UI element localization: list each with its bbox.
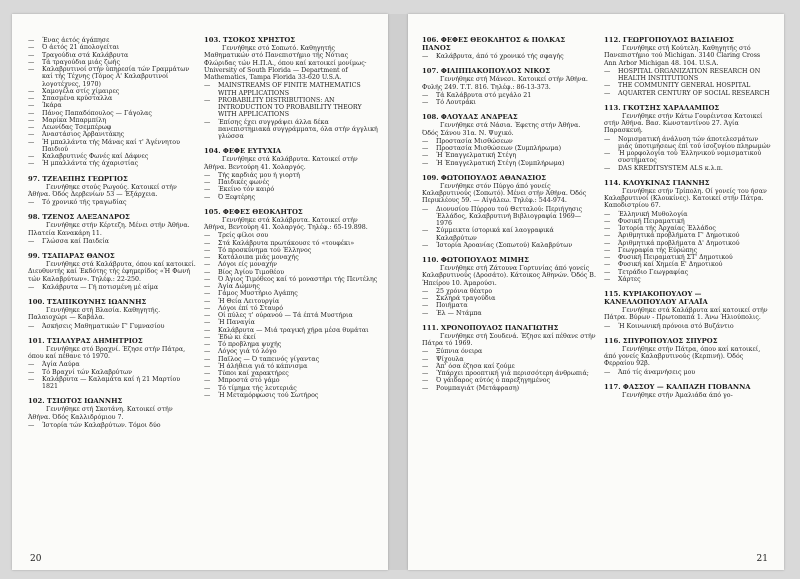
author-heading: 103. ΤΣΟΚΟΣ ΧΡΗΣΤΟΣ — [204, 36, 296, 44]
work-title: — Προστασία Μισθώσεων (Συμπλήρωμα) — [422, 145, 596, 152]
work-title: — Άναστάσιος Άρβανιτάκης — [28, 131, 196, 138]
author-heading: 104. ΦΕΦΕ ΕΥΤΥΧΙΑ — [204, 147, 282, 156]
work-title: — Λόγοι είς μοναχήν — [204, 261, 378, 268]
work-title: — Χάρτες — [604, 276, 774, 283]
work-title: — Τραγούδια στά Καλάβρυτα — [28, 52, 196, 59]
work-title: — Ή Παναγία — [204, 319, 378, 326]
work-title: — Διονυσίου Πύρρου τού Θετταλού: Περιήγησις Έλλάδος, Καλαβρυτινή Βιβλιογραφία 1969—1976 — [422, 206, 596, 228]
work-title: — Τύποι καί χαρακτήρες — [204, 370, 378, 377]
work-title: — Ό γάιδαρος αύτός ό παρεξηγημένος — [422, 377, 596, 384]
work-title: — Φυσική καί Χημεία Ε' Δημοτικού — [604, 261, 774, 268]
work-title: — Σκληρά τραγούδια — [422, 295, 596, 302]
works-list — [422, 138, 596, 167]
book-gutter — [388, 14, 408, 570]
bibliography-entry — [604, 337, 774, 376]
work-title: — Κατάλοιπα μιάς μοναχής — [204, 254, 378, 261]
bibliography-entry — [422, 67, 596, 106]
bibliography-entry — [28, 252, 196, 291]
author-bio: Γεννήθηκε στούς Ρωγούς. Κατοικεί στήν Άθήνα. Όδός Δερβενίων 53 — Έξάρχεια. — [28, 183, 177, 198]
works-list — [28, 199, 196, 206]
work-title: — Ό Ξεφτέρης — [204, 194, 378, 201]
work-title: — Τά τραγούδια μιάς ζωής — [28, 59, 196, 66]
works-list — [28, 361, 196, 390]
bibliography-entry — [28, 397, 196, 429]
left-page — [12, 14, 388, 570]
work-title: — Καλαβρυτινές Φωνές καί Δάφνες — [28, 153, 196, 160]
author-bio: Γεννήθηκε στήν Άμαλιάδα άπό γο- — [622, 391, 733, 399]
works-list — [422, 92, 596, 107]
work-title: — Ίστορία τών Καλαβρύτων. Τόμοι δύο — [28, 422, 196, 429]
author-heading: 108. ΦΛΟΥΔΑΣ ΑΝΔΡΕΑΣ — [422, 113, 518, 122]
works-list — [604, 136, 774, 172]
author-heading: 107. ΦΙΛΙΠΠΑΚΟΠΟΥΛΟΣ ΝΙΚΟΣ — [422, 67, 550, 76]
author-bio: Γεννήθηκε στά Νάσια. Έφετης στήν Άθήνα. Όδός Σάνου 31α. Ν. Ψυχικό. — [422, 122, 581, 137]
work-title: — Φυσική Πειραματική ΣΤ' Δημοτικού — [604, 254, 774, 261]
works-list — [204, 172, 378, 201]
bibliography-entry — [422, 324, 596, 392]
work-title: — Έλ — Ντάμπα — [422, 310, 596, 317]
work-title: — Ή Κοινωνική πρόνοια στό Βυζάντιο — [604, 323, 774, 330]
work-title: — Ψίχουλα — [422, 356, 596, 363]
work-title: — Πάνος Παπαδόπουλος — Γάγολας — [28, 110, 196, 117]
work-title: — Παιδικές φωνές — [204, 179, 378, 186]
work-title: — DAS KREDITSYSTEM ALS κ.λ.π. — [604, 165, 774, 172]
author-heading: 98. ΤΖΕΝΟΣ ΑΛΕΞΑΝΔΡΟΣ — [28, 213, 130, 222]
work-title: — MAINSTREAMS OF FINITE MATHEMATICS WITH APPLICATIONS — [204, 82, 378, 97]
work-title: — Σπασμένα κρύσταλλα — [28, 95, 196, 102]
work-title: — Τά Καλάβρυτα στό μεγάλο 21 — [422, 92, 596, 99]
work-title: — Ή άλήθεια γιά τό κάπνισμα — [204, 363, 378, 370]
works-list — [604, 211, 774, 284]
bibliography-entry — [604, 179, 774, 283]
work-title: — Ή Θεία Λειτουργία — [204, 298, 378, 305]
work-title: — Νομισματική άνάλυση τών άποτελεσμάτων μιάς ύποτιμήσεως έπί τού ίσοζυγίου πληρωμών — [604, 136, 774, 151]
works-list — [604, 369, 774, 376]
author-bio: Γεννήθηκε στά Καλάβρυτα. Κατοικεί στήν Άθήνα. Βεντούρη 41. Χολαργός. — [204, 156, 358, 171]
work-title: — Καλάβρυτα — Καλαμάτα καί ή 21 Μαρτίου 1821 — [28, 376, 196, 391]
author-heading: 101. ΤΣΙΛΛΥΡΑΣ ΔΗΜΗΤΡΙΟΣ — [28, 336, 143, 345]
work-title: — AQUARTER CENTURY OF SOCIAL RESEARCH — [604, 90, 774, 97]
bibliography-entry — [604, 36, 774, 97]
work-title: — Άπό τίς άναμνήσεις μου — [604, 369, 774, 376]
work-title: — Τό τίμημα τής λευτεριάς — [204, 385, 378, 392]
author-heading: 99. ΤΣΑΠΑΡΑΣ ΘΑΝΟΣ — [28, 252, 115, 260]
author-heading: 109. ΦΩΤΟΠΟΥΛΟΣ ΑΘΑΝΑΣΙΟΣ — [422, 173, 547, 182]
work-title: — Λόγοι έπί τό Σταυρό — [204, 305, 378, 312]
author-bio: Γεννήθηκε στή Σουδενά. Έζησε καί πέθανε στήν Πάτρα τό 1969. — [422, 332, 596, 347]
work-title: — Καλάβρυτα — Γή ποτισμένη μέ αίμα — [28, 284, 196, 291]
work-title: — Ή μορφολογία τού Έλληνικού νομισματικού συστήματος — [604, 150, 774, 165]
bibliography-entry — [422, 36, 596, 60]
work-title: — Τής καρδιάς μου ή γιορτή — [204, 172, 378, 179]
page-number-right: 21 — [756, 554, 768, 564]
work-title: — Τό προσκύνημα τού Έλληνος — [204, 247, 378, 254]
work-title: — Ένας άετός άγάπησε — [28, 37, 196, 44]
author-bio: Γεννήθηκε στά Καλάβρυτα, όπου καί κατοικεί. Διευθυντής καί Έκδότης τής έφημερίδος «Ή Φωνή τών Καλαβρύτων». Τηλέφ.: 22-250. — [28, 261, 196, 283]
work-title: — Γάμος Μυστήριο Άγάπης — [204, 290, 378, 297]
bibliography-entry — [604, 290, 774, 330]
right-column-2 — [604, 36, 774, 406]
author-heading: 100. ΤΣΑΠΙΚΟΥΝΗΣ ΙΩΑΝΝΗΣ — [28, 298, 147, 306]
author-bio: Γεννήθηκε στή Μάνεσι. Κατοικεί στήν Άθήνα. Φυλής 249. Τ.Τ. 816. Τηλέφ.: 86-13-373. — [422, 76, 588, 91]
author-bio: Γεννήθηκε στό Σοπωτό. Καθηγητής Μαθηματικών στό Πανεπιστήμιο τής Νότιας Φλώριδας τών Η.Π.Α., όπου καί κατοικεί μονίμως· University of South Florida — Department of Mathematics, Tampa Florida 33-620 U.S.A. — [204, 45, 367, 81]
author-heading: 111. ΧΡΟΝΟΠΟΥΛΟΣ ΠΑΝΑΓΙΩΤΗΣ — [422, 323, 559, 332]
work-title: — Γεωγραφία τής Εύρώπης — [604, 247, 774, 254]
work-title: — PROBABILITY DISTRIBUTIONS: AN INTRODUCTION TO PROBABILITY THEORY WITH APPLICATIONS — [204, 97, 378, 119]
work-title: — Στά Καλάβρυτα πρωτάκουσε τό «τουφέκι» — [204, 240, 378, 247]
work-title: — Καλάβρυτα — Μιά τραγική χήρα μέσα θυμάται — [204, 327, 378, 334]
works-list — [604, 68, 774, 97]
author-bio: Γεννήθηκε στή Κούτελη. Καθηγητής στό Πανεπιστήμιο τού Michigan. 3140 Claring Cross Ann Arbor Michigan 48. 104. U.S.A. — [604, 45, 761, 67]
work-title: — Άσκήσεις Μαθηματικών Γ' Γυμνασίου — [28, 323, 196, 330]
work-title: — Άγία Λαύρα — [28, 361, 196, 368]
bibliography-entry — [604, 383, 774, 399]
work-title: — 25 χρόνια θέατρο — [422, 288, 596, 295]
work-title: — Τετράδιο Γεωγραφίας — [604, 269, 774, 276]
bibliography-entry — [28, 337, 196, 391]
work-title: — Έκείνο τόν καιρό — [204, 186, 378, 193]
work-title: — Ίστορία τής Άρχαίας Έλλάδος — [604, 225, 774, 232]
author-heading: 106. ΦΕΦΕΣ ΘΕΟΚΛΗΤΟΣ & ΠΟΛΚΑΣ ΠΑΝΟΣ — [422, 36, 566, 52]
author-bio: Γεννήθηκε στήν Κάτω Γουρέιντσα Κατοικεί στήν Άθήνα. Βασ. Κωνσταντίνου 27. Άγία Παρασκευή. — [604, 112, 763, 135]
work-title: — Ύπάρχει προοπτική γιά περισσότερη άνθρωπιά; — [422, 370, 596, 377]
work-title: — Γλώσσα καί Παιδεία — [28, 238, 196, 245]
work-title: — HOSPITAL ORGANIZATION RESEARCH ON HEALTH INSTITUTIONS — [604, 68, 774, 83]
work-title: — Χαμογέλα στίς χίμαιρες — [28, 88, 196, 95]
work-title: — Έλληνική Μυθολογία — [604, 211, 774, 218]
page-number-left: 20 — [30, 554, 42, 564]
work-title: — Ξύπνια όνειρα — [422, 348, 596, 355]
work-title: — Άριθμητικά προβλήματα Δ' Δημοτικού — [604, 240, 774, 247]
work-title: — Ή μπαλλάντα τής άχαριστίας — [28, 160, 196, 167]
work-title: — Τό προβλημα ψυχής — [204, 341, 378, 348]
author-bio: Γεννήθηκε στή Βλασία. Καθηγητής. Παλαιοχώρι — Καβάλα. — [28, 307, 161, 322]
work-title: — Μπροστά στό γάμο — [204, 377, 378, 384]
author-bio: Γεννήθηκε στή Σκοτάνη. Κατοικεί στήν Άθήνα. Όδός Καλλιδρόμιου 7. — [28, 406, 173, 421]
author-bio: Γεννήθηκε στήν Κέρτεζη. Μένει στήν Άθήνα. Πλατεία Κανακάρη 11. — [28, 222, 190, 237]
work-title: — Τό χρονικό τής τραγωδίας — [28, 199, 196, 206]
left-column-2 — [204, 36, 378, 406]
work-title: — Ή μπαλλάντα τής Μάνας καί τ' Άγέννητου Παιδιού — [28, 139, 196, 154]
bibliography-entry — [28, 37, 196, 168]
works-list — [28, 238, 196, 245]
work-title: — THE COMMUNITY GENERAL HOSPITAL — [604, 82, 774, 89]
work-title: — Ίκάρα — [28, 102, 196, 109]
bibliography-entry — [204, 208, 378, 399]
works-list — [28, 284, 196, 291]
author-heading: 116. ΣΠΥΡΟΠΟΥΛΟΣ ΣΠΥΡΟΣ — [604, 336, 718, 345]
works-list — [28, 323, 196, 330]
work-title: — Ή Έπαγγελματική Στέγη (Συμπλήρωμα) — [422, 160, 596, 167]
works-list — [422, 288, 596, 317]
works-list — [422, 53, 596, 60]
bibliography-entry — [422, 174, 596, 249]
work-title: — Παϊλος — Ό ταπεινός γίγαντας — [204, 356, 378, 363]
work-title: — Άριθμητικά προβλήματα Γ' Δημοτικού — [604, 232, 774, 239]
works-list — [28, 37, 196, 168]
author-heading: 97. ΤΖΕΛΕΠΗΣ ΓΕΩΡΓΙΟΣ — [28, 174, 128, 183]
work-title: — Καλαβρυτινοί στήν ύπηρεσία τών Γραμμάτων καί τής Τέχνης (Τόμος Α' Καλαβρυτινοί λογοτέχνες, 1970) — [28, 66, 196, 88]
works-list — [204, 232, 378, 399]
work-title: — Τό Βραχνί τών Καλαβρύτων — [28, 369, 196, 376]
right-page — [408, 14, 784, 570]
work-title: — Ό άετός 21 άπολογείται — [28, 44, 196, 51]
author-heading: 105. ΦΕΦΕΣ ΘΕΟΚΛΗΤΟΣ — [204, 207, 303, 216]
right-column-1 — [422, 36, 596, 399]
work-title: — Έπίσης έχει συγγράψει άλλα δέκα πανεπιστημιακά συγγράμματα, όλα στήν άγγλική γλώσσα — [204, 119, 378, 141]
bibliography-entry — [422, 256, 596, 317]
author-heading: 113. ΓΚΟΤΣΗΣ ΧΑΡΑΛΑΜΠΟΣ — [604, 103, 720, 112]
work-title: — Ό Άγιος Τιμόθεος καί τό μοναστήρι τής Πεντέλης — [204, 276, 378, 283]
work-title: — Ή Έπαγγελματική Στέγη — [422, 152, 596, 159]
work-title: — Ίστορία Άροανίας (Σοπωτού) Καλαβρύτων — [422, 242, 596, 249]
bibliography-entry — [204, 147, 378, 201]
work-title: — Προστασία Μισθώσεων — [422, 138, 596, 145]
bibliography-entry — [28, 298, 196, 330]
author-bio: Γεννήθηκε στή Ζάτουνα Γορτυνίας άπό γονείς Καλαβρυτινούς (Δροσάτο). Κάτοικος Άθηνών. Όδός Β. Ήπείρου 10. Άμαρούσι. — [422, 265, 596, 287]
work-title: — Μαρίκα Μπαρμπίλη — [28, 117, 196, 124]
work-title: — Βίος Άγίου Τιμοθέου — [204, 269, 378, 276]
works-list — [28, 422, 196, 429]
bibliography-entry — [204, 36, 378, 140]
works-list — [204, 82, 378, 140]
bibliography-entry — [604, 104, 774, 172]
author-heading: 115. ΚΥΡΙΑΚΟΠΟΥΛΟΥ — ΚΑΝΕΛΛΟΠΟΥΛΟΥ ΑΓΛΑΪΑ — [604, 290, 708, 306]
author-heading: 102. ΤΣΙΩΤΟΣ ΙΩΑΝΝΗΣ — [28, 397, 123, 406]
works-list — [422, 206, 596, 250]
work-title: — Οί πύλες τ' ούρανού — Τά έπτά Μυστήρια — [204, 312, 378, 319]
bibliography-entry — [28, 213, 196, 245]
author-bio: Γεννήθηκε στόν Πύργο άπό γονείς Καλαβρυτινούς (Σοπωτό). Μένει στήν Άθήνα. Όδός Περικλέους 59. — Αίγάλεω. Τηλέφ.: 544-974. — [422, 182, 587, 205]
work-title: — Καλάβρυτα, άπό τό χρονικό τής σφαγής — [422, 53, 596, 60]
work-title: — Τό Λουτράκι — [422, 99, 596, 106]
work-title: — Ποιήματα — [422, 302, 596, 309]
author-bio: Γεννήθηκε στήν Πάτρα, όπου καί κατοικεί, άπό γονείς Καλαβρυτινούς (Κερπινή). Όδός Φερραίου 92β. — [604, 345, 761, 368]
author-heading: 117. ΦΑΣΣΟΥ — ΚΑΛΠΑΖΗ ΓΙΟΒΑΝΝΑ — [604, 382, 751, 391]
work-title: — Ή Μεταμόρφωσις τού Σωτήρος — [204, 392, 378, 399]
author-heading: 112. ΓΕΩΡΓΟΠΟΥΛΟΣ ΒΑΣΙΛΕΙΟΣ — [604, 36, 734, 44]
work-title: — Σύμμεικτα ίστορικά καί λαογραφικά Καλαβρύτων — [422, 227, 596, 242]
work-title: — Ρουμπαγιάτ (Μετάφραση) — [422, 385, 596, 392]
author-bio: Γεννήθηκε στήν Τρίπολη. Οί γονείς του ήσαν Καλαβρυτινοί (Κλουκίνες). Κατοικεί στήν Πάτρα. Καποδιστρίου 67. — [604, 187, 767, 210]
work-title: — Φυσική Πειραματική — [604, 218, 774, 225]
works-list — [422, 348, 596, 392]
work-title: — Λεωνίδας Τσεμπέρωφ — [28, 124, 196, 131]
author-heading: 114. ΚΛΟΥΚΙΝΑΣ ΓΙΑΝΝΗΣ — [604, 178, 710, 187]
work-title: — Άπ' όσα έζησα καί ζούμε — [422, 363, 596, 370]
author-bio: Γεννήθηκε στά Καλάβρυτα καί κατοικεί στήν Πάτρα. Βύρων - Πρωτοπαπά 1. Άνω Ήλιούπολις. — [604, 307, 768, 322]
works-list — [604, 323, 774, 330]
work-title: — Τρείς φίλοι σου — [204, 232, 378, 239]
work-title: — Έδώ κι έκεί — [204, 334, 378, 341]
work-title: — Λόγος γιά τό λόγο — [204, 348, 378, 355]
bibliography-entry — [422, 113, 596, 167]
author-heading: 110. ΦΩΤΟΠΟΥΛΟΣ ΜΙΜΗΣ — [422, 256, 529, 264]
work-title: — Άγία Δώμνης — [204, 283, 378, 290]
bibliography-entry — [28, 175, 196, 207]
author-bio: Γεννήθηκε στό Βραχνί. Έζησε στήν Πάτρα, όπου καί πέθανε τό 1970. — [28, 345, 186, 360]
author-bio: Γεννήθηκε στά Καλάβρυτα. Κατοικεί στήν Άθήνα, Βεντούρη 41. Χολαργός. Τηλέφ.: 65-19.898. — [204, 216, 368, 231]
left-column-1 — [28, 36, 196, 436]
